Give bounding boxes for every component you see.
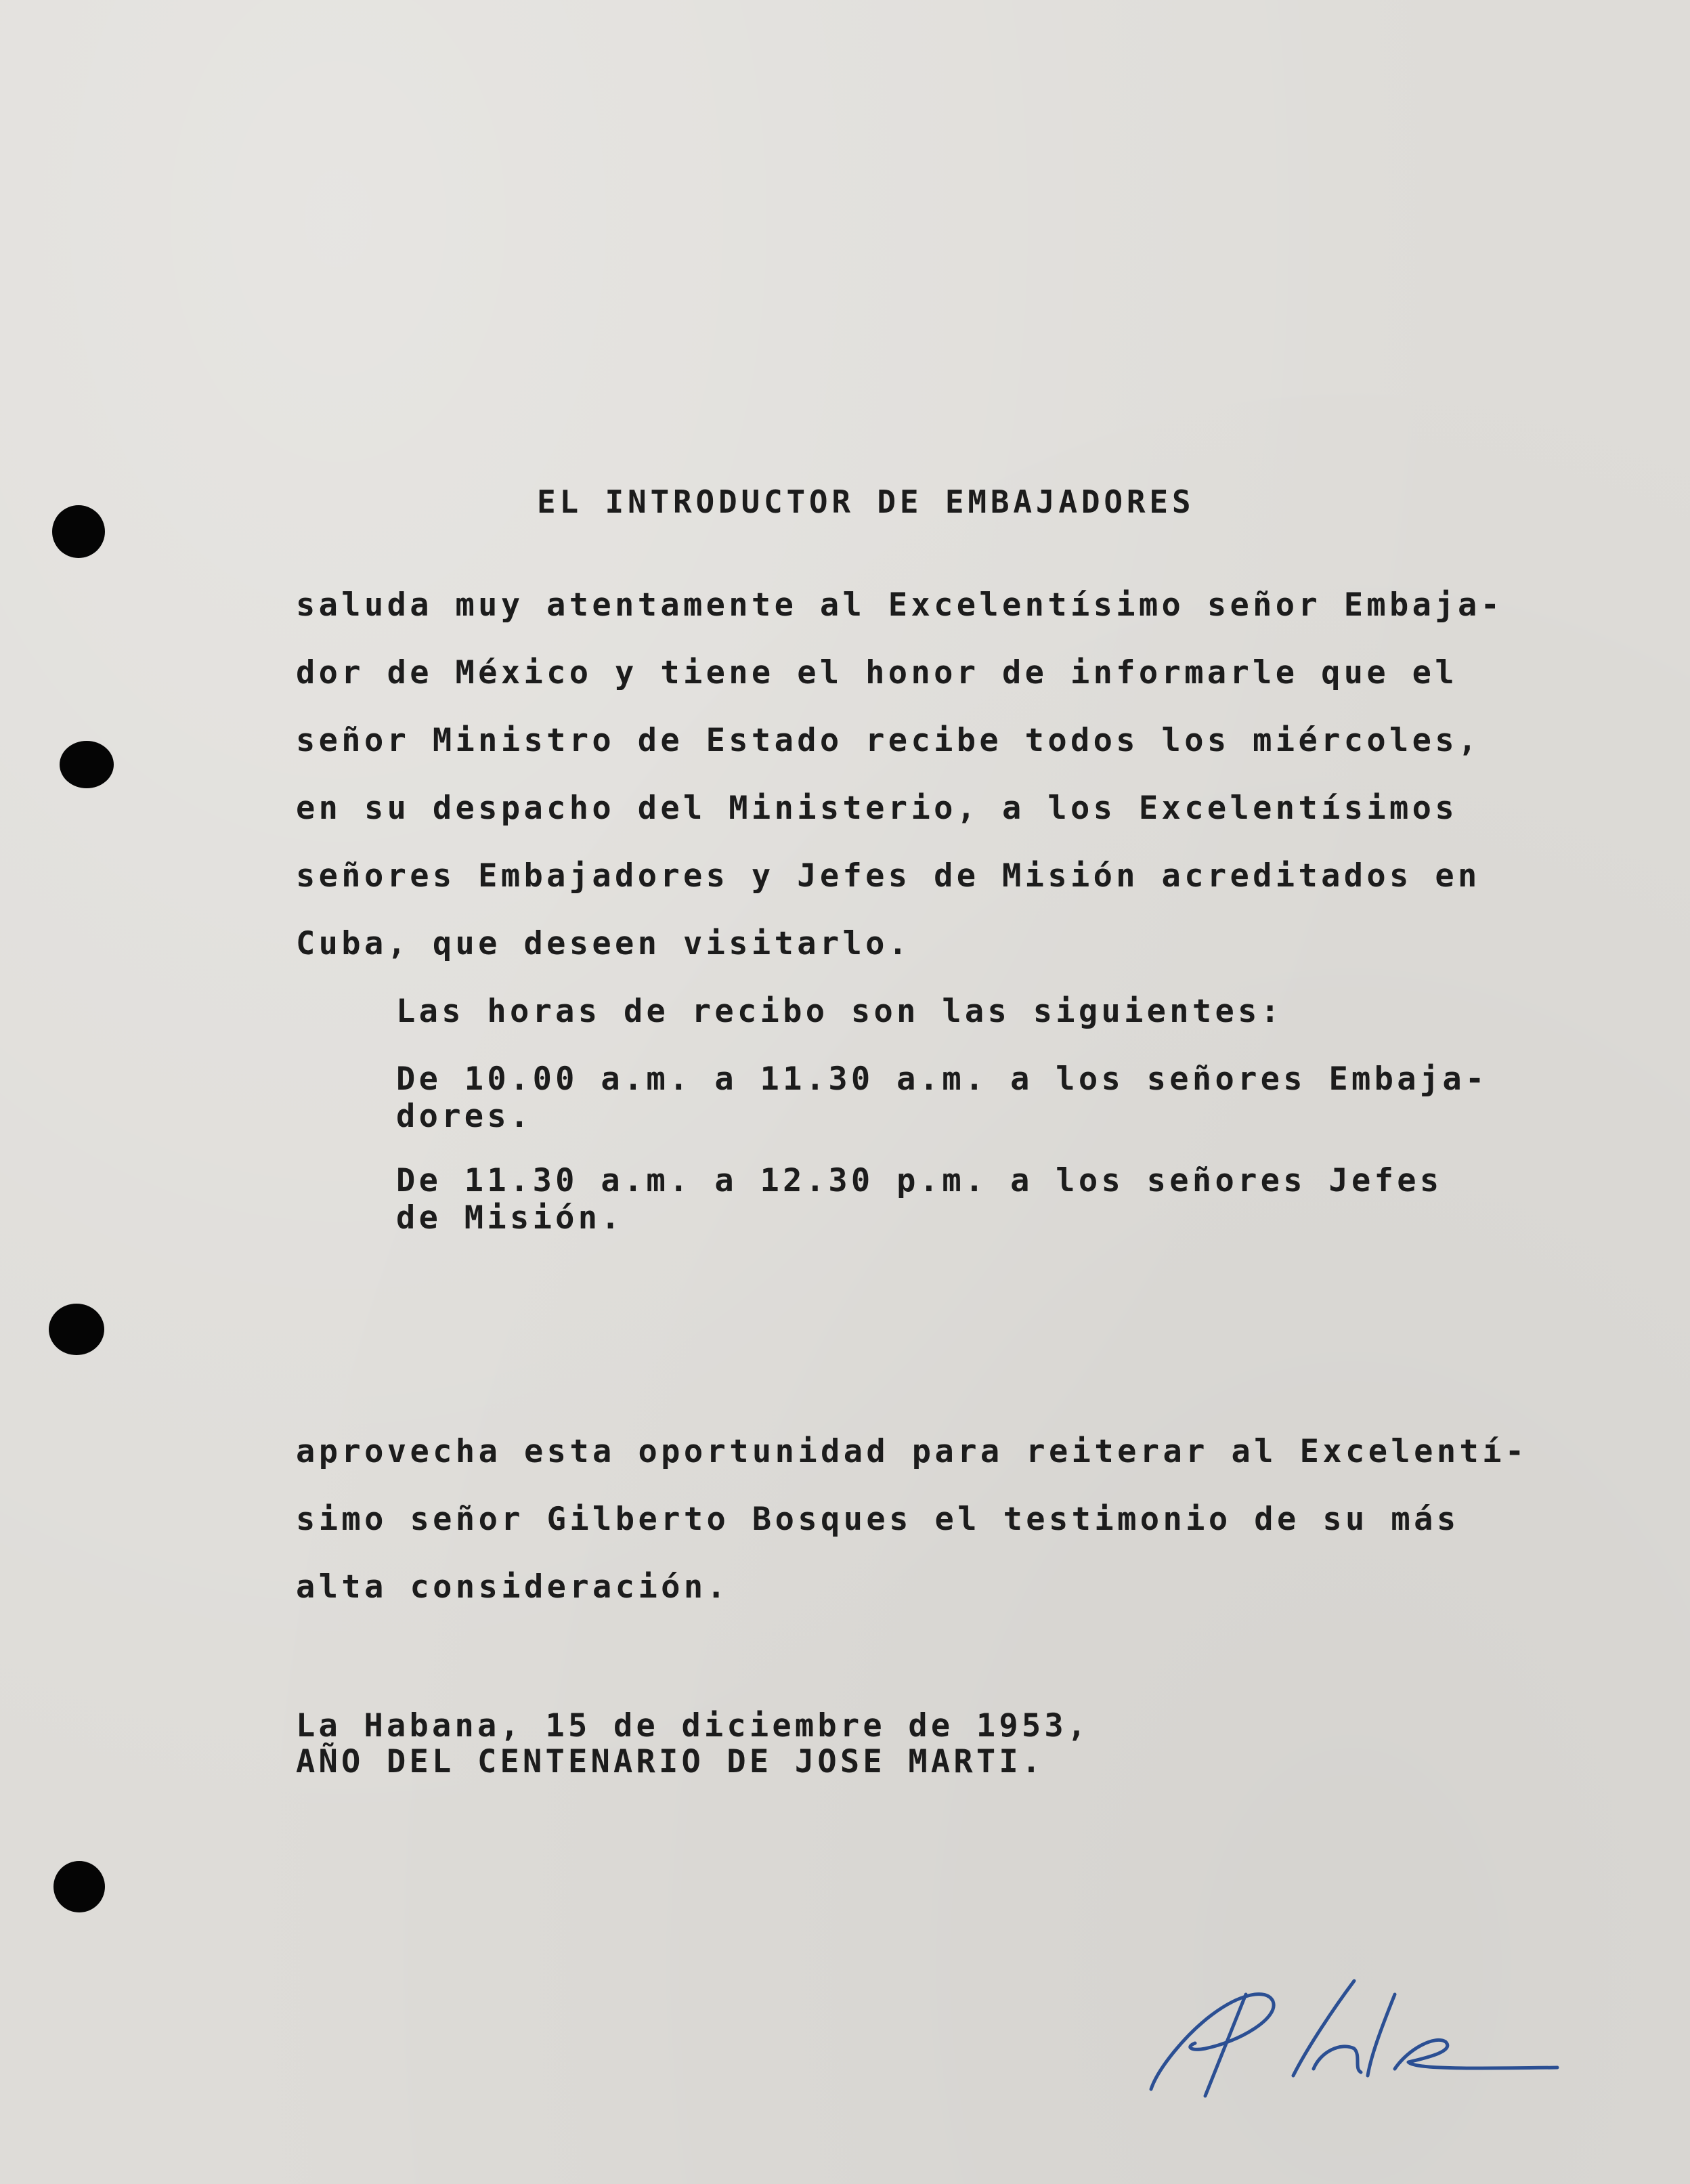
body-line: señor Ministro de Estado recibe todos los miércoles, [296,722,1481,759]
closing-line: alta consideración. [296,1568,730,1606]
hours-line: De 10.00 a.m. a 11.30 a.m. a los señores Embaja- [396,1061,1488,1098]
hours-line: dores. [396,1098,533,1135]
body-line: en su despacho del Ministerio, a los Excelentísimos [296,790,1458,827]
hours-intro: Las horas de recibo son las siguientes: [396,993,1284,1030]
hours-line: de Misión. [396,1199,624,1237]
punch-hole [53,1861,105,1912]
place-date: La Habana, 15 de diciembre de 1953, [296,1707,1090,1744]
closing-line: aprovecha esta oportunidad para reiterar al Excelentí- [296,1433,1528,1470]
body-line: Cuba, que deseen visitarlo. [296,925,911,962]
closing-line: simo señor Gilberto Bosques el testimonio de su más [296,1501,1460,1538]
hours-line: De 11.30 a.m. a 12.30 p.m. a los señores Jefes [396,1162,1443,1199]
punch-hole [52,505,105,558]
place-date: AÑO DEL CENTENARIO DE JOSE MARTI. [296,1743,1045,1780]
body-line: señores Embajadores y Jefes de Misión acreditados en [296,857,1481,895]
body-line: saluda muy atentamente al Excelentísimo señor Embaja- [296,586,1504,624]
document-title: EL INTRODUCTOR DE EMBAJADORES [537,484,1195,520]
body-line: dor de México y tiene el honor de informarle que el [296,654,1458,691]
punch-hole [49,1304,104,1355]
handwritten-signature [1138,1967,1578,2110]
punch-hole [60,741,114,788]
